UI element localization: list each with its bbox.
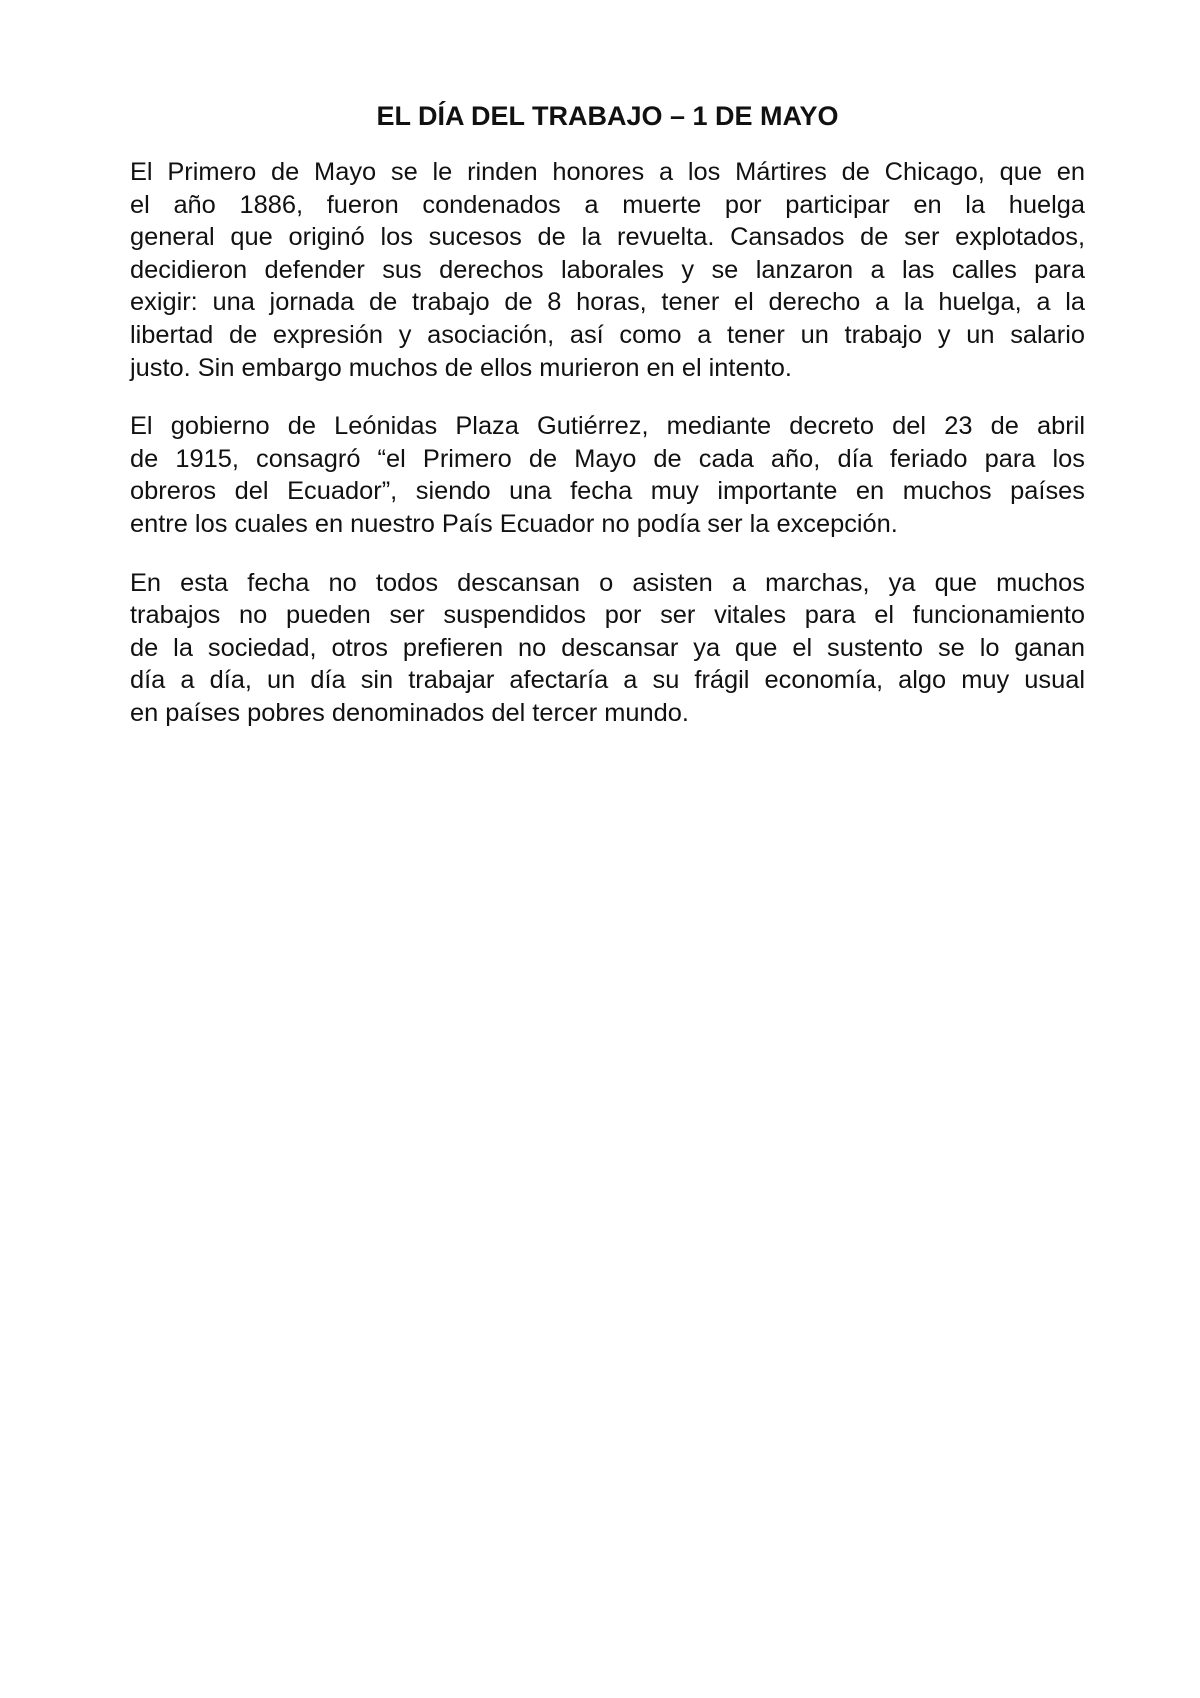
- paragraph-workers-today: [130, 567, 1085, 730]
- paragraph-chicago-martyrs: [130, 156, 1085, 384]
- paragraph-line: día a día, un día sin trabajar afectaría a su frágil economía, algo muy usual: [130, 666, 1085, 695]
- paragraph-line: entre los cuales en nuestro País Ecuador no podía ser la excepción.: [130, 509, 898, 538]
- paragraph-line: de la sociedad, otros prefieren no descansar ya que el sustento se lo ganan: [130, 633, 1085, 662]
- paragraph-line: en países pobres denominados del tercer mundo.: [130, 698, 689, 727]
- document-body: [130, 96, 1085, 756]
- paragraph-line: exigir: una jornada de trabajo de 8 horas, tener el derecho a la huelga, a la: [130, 288, 1085, 317]
- paragraph-line: decidieron defender sus derechos laborales y se lanzaron a las calles para: [130, 255, 1085, 284]
- paragraph-ecuador-decree: [130, 410, 1085, 540]
- paragraph-line: de 1915, consagró “el Primero de Mayo de cada año, día feriado para los: [130, 444, 1085, 473]
- paragraph-line: general que originó los sucesos de la revuelta. Cansados de ser explotados,: [130, 223, 1085, 252]
- paragraph-line: El gobierno de Leónidas Plaza Gutiérrez, mediante decreto del 23 de abril: [130, 412, 1085, 441]
- paragraph-line: justo. Sin embargo muchos de ellos murieron en el intento.: [130, 353, 792, 382]
- paragraph-line: El Primero de Mayo se le rinden honores a los Mártires de Chicago, que en: [130, 158, 1085, 186]
- paragraph-line: libertad de expresión y asociación, así como a tener un trabajo y un salario: [130, 320, 1085, 349]
- paragraph-line: En esta fecha no todos descansan o asisten a marchas, ya que muchos: [130, 568, 1085, 597]
- document-title: EL DÍA DEL TRABAJO – 1 DE MAYO: [376, 101, 839, 131]
- paragraph-line: obreros del Ecuador”, siendo una fecha muy importante en muchos países: [130, 477, 1085, 506]
- paragraph-line: trabajos no pueden ser suspendidos por ser vitales para el funcionamiento: [130, 601, 1085, 630]
- paragraph-line: el año 1886, fueron condenados a muerte por participar en la huelga: [130, 190, 1085, 219]
